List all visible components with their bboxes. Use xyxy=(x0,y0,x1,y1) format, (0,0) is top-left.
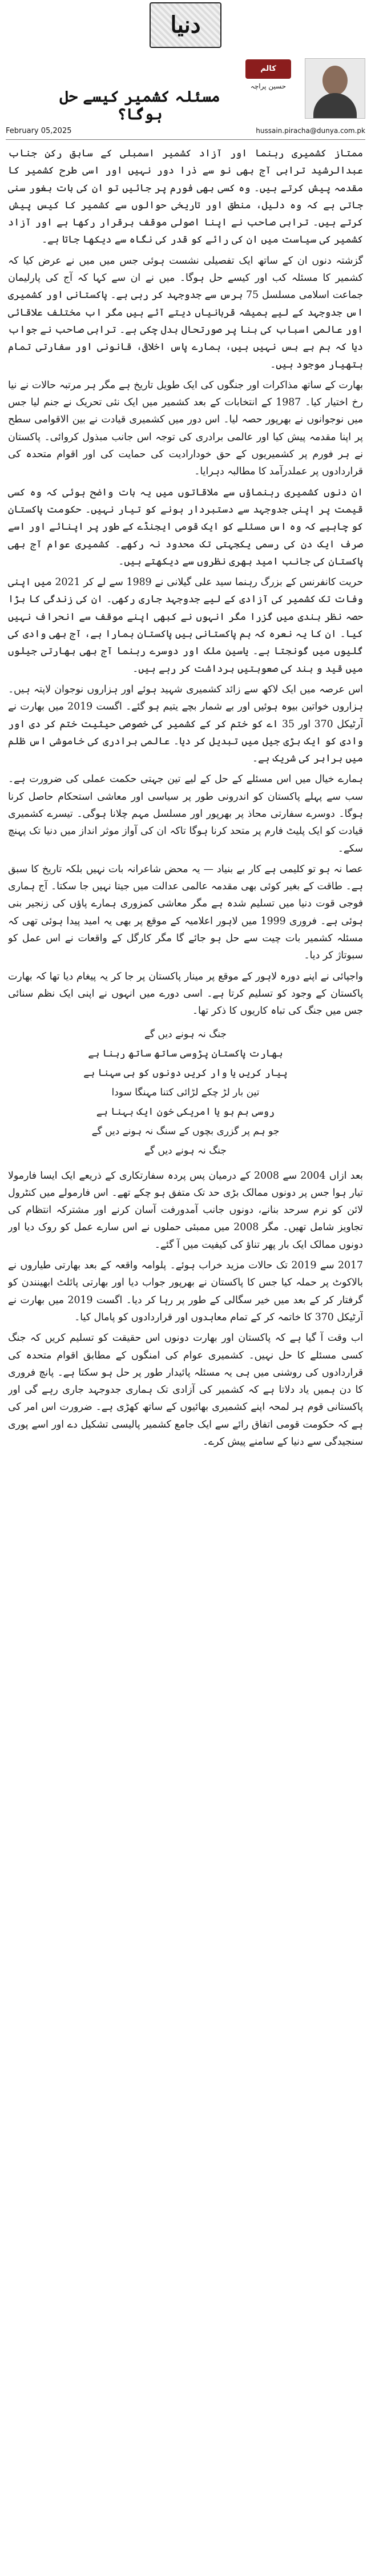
article-paragraph: ان دنوں کشمیری رہنماؤں سے ملاقاتوں میں یہ بات واضح ہوئی کہ وہ کسی قیمت پر اپنی جدوجہد سے دستبردار ہونے کو تیار نہیں۔ حکومت پاکستان کو چاہیے کہ وہ اس مسئلے کو ایک قومی ایجنڈے کے طور پر اپنائے اور اسے صرف ایک دن کی رسمی یکجہتی تک محدود نہ رکھے۔ کشمیری عوام آج بھی پاکستان کی جانب امید بھری نظروں سے دیکھتے ہیں۔ xyxy=(8,486,363,567)
article-paragraph: اب وقت آ گیا ہے کہ پاکستان اور بھارت دونوں اس حقیقت کو تسلیم کریں کہ جنگ کسی مسئلے کا حل نہیں۔ کشمیری عوام کی امنگوں کے مطابق اقوام متحدہ کی قراردادوں کی روشنی میں ہی یہ مسئلہ پائیدار طور پر حل ہو سکتا ہے۔ پانچ فروری کا دن ہمیں یاد دلاتا ہے کہ کشمیر کی آزادی تک ہماری جدوجہد جاری رہے گی اور پاکستانی قوم ہر لمحہ اپنے کشمیری بھائیوں کے ساتھ کھڑی ہے۔ ضرورت اس امر کی ہے کہ حکومت قومی اتفاق رائے سے ایک جامع کشمیر پالیسی تشکیل دے اور اسے پوری سنجیدگی سے دنیا کے سامنے پیش کرے۔ xyxy=(8,1332,363,1448)
article-paragraph: گزشتہ دنوں ان کے ساتھ ایک تفصیلی نشست ہوئی جس میں میں نے عرض کیا کہ کشمیر کا مسئلہ کب اور کیسے حل ہوگا۔ میں نے ان سے کہا کہ آج کی پارلیمان جماعت اسلامی مسلسل 75 برس سے جدوجہد کر رہی ہے۔ پاکستانی اور کشمیری اس جدوجہد کے لیے ہمیشہ قربانیاں دیتے آئے ہیں مگر اب مختلف علاقائی اور عالمی اسباب کی بنا پر صورتحال بدل چکی ہے۔ ترابی صاحب نے جواب دیا کہ ہم بے بس نہیں ہیں، ہمارے پاس اخلاقی، قانونی اور سفارتی تمام ہتھیار موجود ہیں۔ xyxy=(8,255,363,370)
publish-date: February 05,2025 xyxy=(6,127,72,135)
article-paragraph: ہمارے خیال میں اس مسئلے کے حل کے لیے تین جہتی حکمت عملی کی ضرورت ہے۔ سب سے پہلے پاکستان کو اندرونی طور پر سیاسی اور معاشی استحکام حاصل کرنا ہوگا۔ دوسرے سفارتی محاذ پر بھرپور اور مسلسل مہم چلانا ہوگی۔ تیسرے کشمیری قیادت کو ایک پلیٹ فارم پر متحد کرنا ہوگا تاکہ ان کی آواز موثر انداز میں دنیا تک پہنچ سکے۔ xyxy=(8,773,363,854)
poem-line: پیار کریں یا وار کریں دونوں کو ہی سہنا ہے xyxy=(83,1067,288,1079)
poem-line: تین بار لڑ چکے لڑائی کتنا مہنگا سودا xyxy=(111,1086,260,1098)
header-divider xyxy=(6,139,365,140)
article-paragraph: واجپائی نے اپنے دورہ لاہور کے موقع پر مینار پاکستان پر جا کر یہ پیغام دیا تھا کہ بھارت پاکستان کے وجود کو تسلیم کرتا ہے۔ اسی دورے میں انہوں نے اپنی ایک نظم سنائی جس میں جنگ کی تباہ کاریوں کا ذکر تھا۔ xyxy=(8,970,363,1017)
article-paragraph: 2017 سے 2019 تک حالات مزید خراب ہوئے۔ پلوامہ واقعہ کے بعد بھارتی طیاروں نے بالاکوٹ پر حملہ کیا جس کا پاکستان نے بھرپور جواب دیا اور بھارتی پائلٹ ابھینندن کو گرفتار کر کے بعد میں خیر سگالی کے طور پر رہا کر دیا۔ اگست 2019 میں بھارت نے آرٹیکل 370 کا خاتمہ کر کے تمام معاہدوں اور قراردادوں کو پامال کیا۔ xyxy=(8,1260,363,1323)
article-body xyxy=(8,145,363,2565)
column-tag: کالم xyxy=(245,59,291,79)
article-paragraph: بھارت کے ساتھ مذاکرات اور جنگوں کی ایک طویل تاریخ ہے مگر ہر مرتبہ حالات نے نیا رخ اختیار کیا۔ 1987 کے انتخابات کے بعد کشمیر میں ایک نئی تحریک نے جنم لیا جس میں نوجوانوں نے بھرپور حصہ لیا۔ اس دور میں کشمیری قیادت نے بین الاقوامی سطح پر اپنا مقدمہ پیش کیا اور عالمی برادری کی توجہ اس جانب مبذول کروائی۔ پاکستان نے ہر فورم پر کشمیریوں کے حق خودارادیت کی حمایت کی اور اقوام متحدہ کی قراردادوں پر عملدرآمد کا مطالبہ دہرایا۔ xyxy=(8,379,363,478)
article-paragraph: عصا نہ ہو تو کلیمی ہے کار بے بنیاد — یہ محض شاعرانہ بات نہیں بلکہ تاریخ کا سبق ہے۔ طاقت کے بغیر کوئی بھی مقدمہ عالمی عدالت میں جیتا نہیں جا سکتا۔ آج ہماری فوجی قوت دنیا میں تسلیم شدہ ہے مگر معاشی کمزوری ہمارے پاؤں کی زنجیر بنی ہوئی ہے۔ فروری 1999 میں لاہور اعلامیہ کے موقع پر بھی یہ امید پیدا ہوئی تھی کہ مسئلہ کشمیر بات چیت سے حل ہو جائے گا مگر کارگل کے واقعات نے اس عمل کو سبوتاژ کر دیا۔ xyxy=(8,863,363,962)
logo-text: دنیا xyxy=(170,11,201,38)
article-paragraph: اس عرصہ میں ایک لاکھ سے زائد کشمیری شہید ہوئے اور ہزاروں نوجوان لاپتہ ہیں۔ ہزاروں خواتین بیوہ ہوئیں اور بے شمار بچے یتیم ہو گئے۔ اگست 2019 میں بھارت نے آرٹیکل 370 اور 35 اے کو ختم کر کے کشمیر کی خصوصی حیثیت ختم کر دی اور وادی کو ایک بڑی جیل میں تبدیل کر دیا۔ عالمی برادری کی خاموشی اس ظلم میں برابر کی شریک ہے۔ xyxy=(8,683,363,765)
article-paragraph: حریت کانفرنس کے بزرگ رہنما سید علی گیلانی نے 1989 سے لے کر 2021 میں اپنی وفات تک کشمیر کی آزادی کے لیے جدوجہد جاری رکھی۔ ان کی زندگی کا بڑا حصہ نظر بندی میں گزرا مگر انہوں نے کبھی اپنے موقف سے انحراف نہیں کیا۔ ان کا یہ نعرہ کہ ہم پاکستانی ہیں پاکستان ہمارا ہے، آج بھی وادی کی گلیوں میں گونجتا ہے۔ یاسین ملک اور دوسرے رہنما آج بھی بھارتی جیلوں میں قید و بند کی صعوبتیں برداشت کر رہے ہیں۔ xyxy=(8,577,363,675)
masthead xyxy=(0,0,371,51)
newspaper-logo xyxy=(150,2,221,48)
headline: مسئلہ کشمیر کیسے حل ہوگا؟ xyxy=(59,88,220,123)
poem-line: بھارت پاکستان پڑوسی ساتھ ساتھ رہنا ہے xyxy=(88,1047,283,1059)
poem-line: جنگ نہ ہونے دیں گے xyxy=(144,1028,227,1040)
poem-line: جنگ نہ ہونے دیں گے xyxy=(144,1144,227,1156)
article-paragraph: ممتاز کشمیری رہنما اور آزاد کشمیر اسمبلی کے سابق رکن جناب عبدالرشید ترابی آج بھی نو سے ذرا دور نہیں اور اسی طرح کشمیر کا مقدمہ پیش کرتے ہیں۔ وہ کسی بھی فورم پر جائیں تو ان کی بات بغور سنی جاتی ہے کہ وہ دلیل، منطق اور تاریخی حوالوں سے کشمیر کا کیس پیش کرتے ہیں۔ ترابی صاحب نے اپنا اصولی موقف برقرار رکھا ہے اور آزاد کشمیر کی سیاست میں ان کی رائے کو قدر کی نگاہ سے دیکھا جاتا ہے۔ xyxy=(8,148,363,246)
poem-line: روسی بم ہو یا امریکی خون ایک بہنا ہے xyxy=(96,1106,275,1118)
title-row xyxy=(0,86,371,123)
poem-block xyxy=(8,1025,363,1160)
author-name: حسین پراچہ xyxy=(250,82,287,90)
article-paragraph: بعد ازاں 2004 سے 2008 کے درمیان پس پردہ سفارتکاری کے ذریعے ایک ایسا فارمولا تیار ہوا جس پر دونوں ممالک بڑی حد تک متفق ہو چکے تھے۔ اس فارمولے میں کنٹرول لائن کو نرم سرحد بنانے، دونوں جانب آمدورفت آسان کرنے اور مشترکہ انتظام کی تجاویز شامل تھیں۔ مگر 2008 میں ممبئی حملوں نے اس سارے عمل کو روک دیا اور دونوں ممالک ایک بار پھر تناؤ کی کیفیت میں آ گئے۔ xyxy=(8,1170,363,1251)
author-email[interactable]: hussain.piracha@dunya.com.pk xyxy=(256,127,365,135)
poem-line: جو ہم پر گزری بچوں کے سنگ نہ ہونے دیں گے xyxy=(91,1125,280,1137)
